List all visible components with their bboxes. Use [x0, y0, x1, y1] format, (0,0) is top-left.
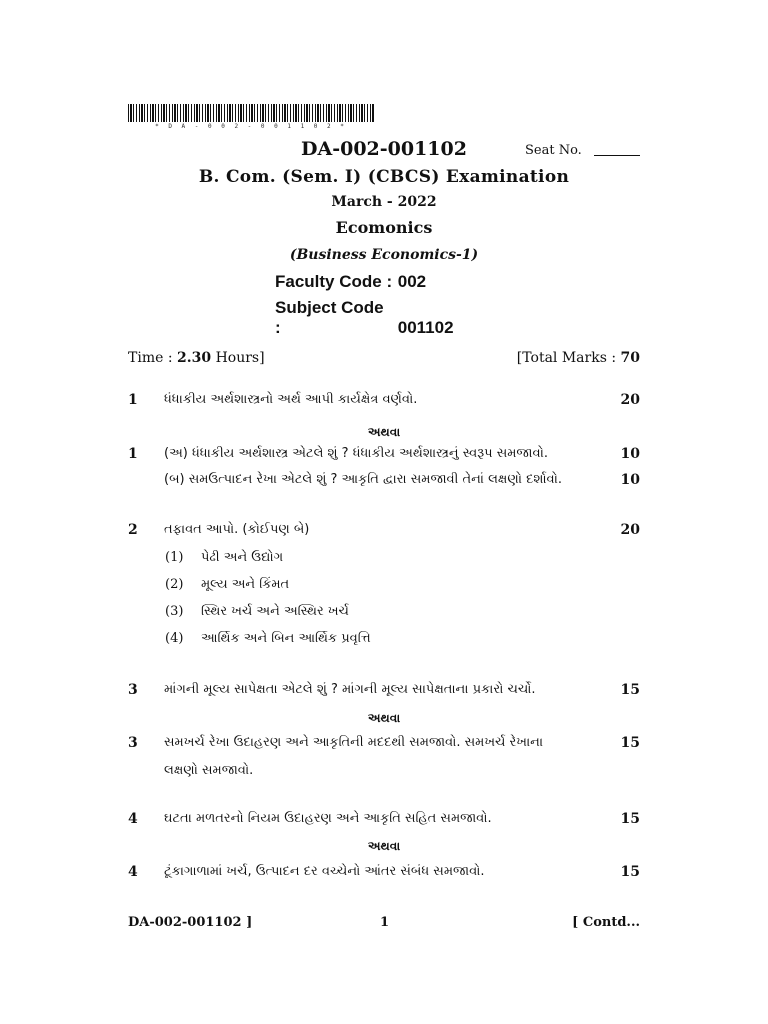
sub-item [165, 604, 349, 619]
sub-item-text: પેઢી અને ઉદ્યોગ [201, 550, 284, 565]
question-number: 4 [128, 864, 138, 880]
sub-item-text: આર્થિક અને બિન આર્થિક પ્રવૃત્તિ [201, 631, 371, 646]
question-number: 4 [128, 811, 138, 827]
question-marks: 10 [620, 472, 640, 488]
question-number: 1 [128, 446, 138, 462]
total-marks-label: [Total Marks : [516, 350, 617, 366]
sub-item-text: મૂલ્ય અને કિંમત [201, 577, 290, 592]
question-marks: 15 [620, 682, 640, 698]
subject-subtitle: (Business Economics-1) [289, 247, 479, 263]
question-number: 3 [128, 735, 138, 751]
seat-label: Seat No. [525, 143, 582, 158]
time-label: Time : [128, 350, 173, 366]
paper-code: DA-002-001102 [301, 138, 467, 160]
subject-code-value: 001102 [397, 318, 454, 337]
question-number: 1 [128, 392, 138, 408]
sub-item-number: (4) [165, 631, 184, 646]
sub-item [165, 550, 283, 565]
question-text: તફાવત આપો. (કોઈપણ બે) [164, 522, 310, 537]
faculty-code-value: 002 [397, 272, 427, 291]
time-value: 2.30 [177, 350, 212, 366]
exam-month: March - 2022 [331, 194, 437, 210]
faculty-code-label: Faculty Code : [275, 272, 393, 291]
sub-item [165, 631, 371, 646]
sub-item [165, 577, 289, 592]
question-marks: 20 [620, 522, 640, 538]
subject-code-label: Subject Code : [275, 298, 384, 337]
continued-label: [ Contd... [572, 915, 640, 930]
time-unit: Hours] [215, 350, 265, 366]
sub-item-text: સ્થિર ખર્ચ અને અસ્થિર ખર્ચ [201, 604, 349, 619]
question-marks: 15 [620, 735, 640, 751]
question-number: 2 [128, 522, 138, 538]
exam-title: B. Com. (Sem. I) (CBCS) Examination [198, 167, 570, 187]
sub-item-number: (1) [165, 550, 184, 565]
total-marks [517, 350, 640, 366]
question-text: ધંધાકીય અર્થશાસ્ત્રનો અર્થ આપી કાર્યક્ષેત્ર વર્ણવો. [164, 392, 418, 407]
question-marks: 10 [620, 446, 640, 462]
question-marks: 20 [620, 392, 640, 408]
page-number: 1 [380, 915, 390, 930]
question-marks: 15 [620, 811, 640, 827]
or-separator: અથવા [367, 425, 401, 439]
seat-number-line [594, 155, 640, 156]
barcode [128, 104, 374, 122]
subject-code [275, 298, 454, 338]
faculty-code [275, 272, 426, 292]
sub-item-number: (3) [165, 604, 184, 619]
or-separator: અથવા [367, 711, 401, 725]
question-number: 3 [128, 682, 138, 698]
question-text: ટૂંકાગાળામાં ખર્ચ, ઉત્પાદન દર વચ્ચેનો આંતર સંબંધ સમજાવો. [164, 864, 485, 879]
question-text: સમખર્ચ રેખા ઉદાહરણ અને આકૃતિની મદદથી સમજાવો. સમખર્ચ રેખાના લક્ષણો સમજાવો. [164, 735, 544, 778]
total-marks-value: 70 [620, 350, 640, 366]
sub-item-number: (2) [165, 577, 184, 592]
or-separator: અથવા [367, 839, 401, 853]
time-allowed [128, 350, 265, 366]
subject-name: Ecomonics [335, 218, 433, 237]
footer-paper-code: DA-002-001102 ] [128, 915, 253, 930]
question-text: (અ) ધંધાકીય અર્થશાસ્ત્ર એટલે શું ? ધંધાકીય અર્થશાસ્ત્રનું સ્વરૂપ સમજાવો. [164, 446, 548, 461]
question-text: ઘટતા મળતરનો નિયમ ઉદાહરણ અને આકૃતિ સહિત સમજાવો. [164, 811, 492, 826]
question-text: (બ) સમઉત્પાદન રેખા એટલે શું ? આકૃતિ દ્વારા સમજાવી તેનાં લક્ષણો દર્શાવો. [164, 472, 563, 487]
question-text: માંગની મૂલ્ય સાપેક્ષતા એટલે શું ? માંગની મૂલ્ય સાપેક્ષતાના પ્રકારો ચર્ચો. [164, 682, 536, 697]
barcode-text: * D A - 0 0 2 - 0 0 1 1 0 2 * [155, 123, 347, 130]
question-marks: 15 [620, 864, 640, 880]
